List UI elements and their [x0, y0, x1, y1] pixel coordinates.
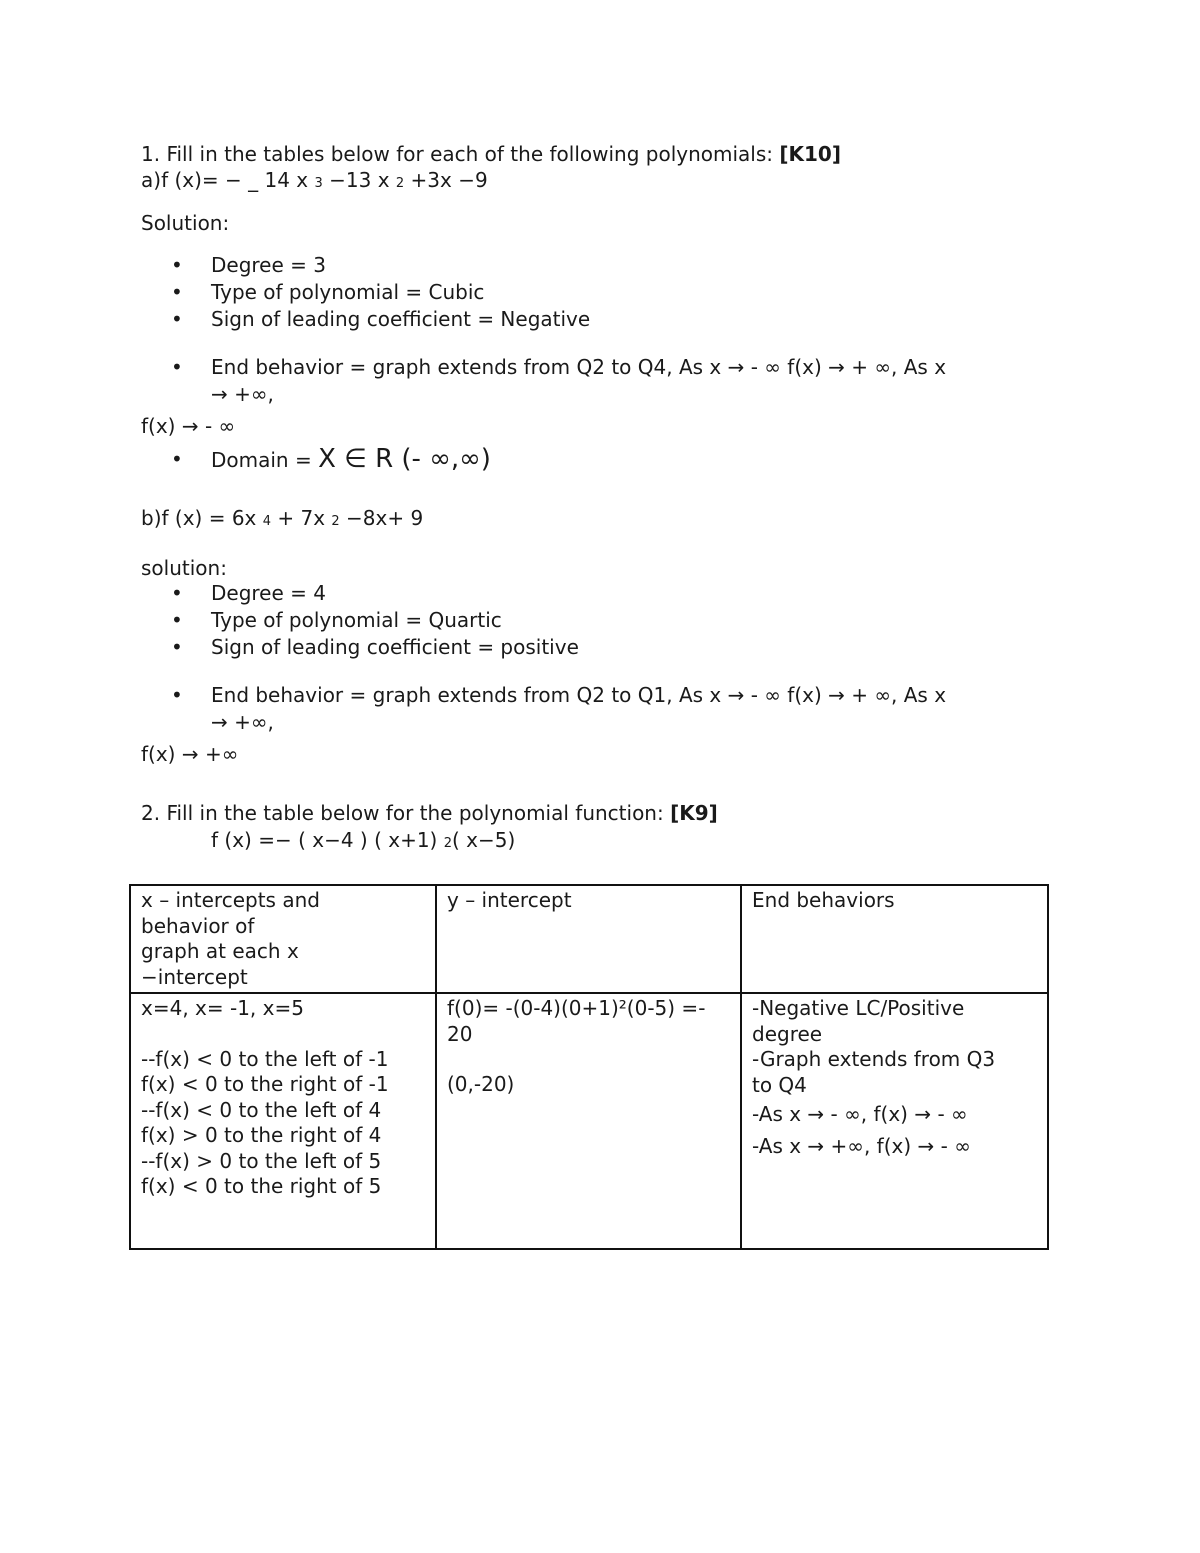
- part-a-exp2: 2: [395, 176, 405, 191]
- part-b-degree: • Degree = 4: [141, 580, 579, 607]
- end-behavior-line: -Negative LC/Positive: [752, 996, 965, 1020]
- question-2-mark: [K9]: [670, 801, 718, 825]
- behavior-line: f(x) > 0 to the right of 4: [141, 1123, 382, 1147]
- question-2-prompt: [141, 800, 718, 826]
- part-b-solution-label: solution:: [141, 556, 227, 580]
- part-a-type: • Type of polynomial = Cubic: [141, 279, 590, 306]
- part-a-end-line3: f(x) → - ∞: [141, 414, 236, 438]
- part-a-sign: • Sign of leading coefficient = Negative: [141, 306, 590, 333]
- part-a-end-line2: → +∞,: [211, 382, 274, 406]
- q2-tail: ( x−5): [452, 828, 516, 852]
- q2-exp: 2: [443, 836, 452, 851]
- part-b-end-list: [141, 682, 946, 709]
- end-behavior-line: degree: [752, 1021, 823, 1046]
- behavior-line: f(x) < 0 to the right of 5: [141, 1174, 382, 1198]
- question-2-function: [211, 827, 515, 857]
- question-2-text: 2. Fill in the table below for the polynomial function:: [141, 801, 664, 825]
- domain-value: X ∈ R (- ∞,∞): [318, 444, 491, 474]
- header-x-line2: behavior of: [141, 913, 255, 938]
- part-b-end-line1: End behavior = graph extends from Q2 to Q1, As x → - ∞ f(x) → + ∞, As x: [211, 683, 947, 707]
- polynomial-table: [129, 884, 1049, 1250]
- header-x-intercepts: [130, 885, 436, 993]
- question-1-prompt: [141, 141, 841, 167]
- end-behavior-line: -Graph extends from Q3: [752, 1047, 996, 1071]
- part-b-mid: + 7x: [271, 506, 332, 530]
- part-a-function: [141, 167, 488, 197]
- cell-y-intercept: [436, 993, 741, 1249]
- y-intercept-calc-cont: 20: [447, 1021, 473, 1046]
- part-b-type: • Type of polynomial = Quartic: [141, 607, 579, 634]
- part-a-fx: f (x)= − _ 14 x: [161, 168, 315, 192]
- part-a-degree: • Degree = 3: [141, 252, 590, 279]
- question-1-mark: [K10]: [779, 142, 841, 166]
- behavior-line: --f(x) > 0 to the left of 5: [141, 1148, 382, 1173]
- part-b-list: [141, 580, 579, 661]
- q2-fx: f (x) =− ( x−4 ) ( x+1): [211, 828, 444, 852]
- part-a-end-list: [141, 354, 946, 381]
- part-a-domain-list: [141, 446, 491, 474]
- part-b-sign: • Sign of leading coefficient = positive: [141, 634, 579, 661]
- part-a-mid: −13 x: [322, 168, 396, 192]
- header-x-line3: graph at each x: [141, 939, 299, 963]
- x-intercepts-values: x=4, x= -1, x=5: [141, 996, 304, 1020]
- part-b-exp2: 2: [331, 514, 340, 529]
- header-end-behaviors: End behaviors: [741, 885, 1048, 993]
- part-a-label: a): [141, 168, 162, 192]
- header-x-line4: −intercept: [141, 964, 248, 989]
- part-b-end-behavior: [141, 682, 946, 709]
- end-behavior-line: -As x → - ∞, f(x) → - ∞: [752, 1102, 968, 1126]
- part-a-end-line1: End behavior = graph extends from Q2 to Q4, As x → - ∞ f(x) → + ∞, As x: [211, 355, 947, 379]
- question-1-text: 1. Fill in the tables below for each of the following polynomials:: [141, 142, 774, 166]
- end-behavior-line: -As x → +∞, f(x) → - ∞: [752, 1133, 971, 1158]
- table-row: [130, 993, 1048, 1249]
- part-b-tail: −8x+ 9: [339, 506, 424, 530]
- header-y-intercept: y – intercept: [436, 885, 741, 993]
- behavior-line: f(x) < 0 to the right of -1: [141, 1072, 389, 1096]
- part-b-function: [141, 505, 423, 535]
- part-b-label: b): [141, 506, 162, 530]
- part-b-exp1: 4: [262, 514, 272, 529]
- y-intercept-calc: f(0)= -(0-4)(0+1)²(0-5) =-: [447, 996, 706, 1020]
- behavior-line: --f(x) < 0 to the left of 4: [141, 1097, 382, 1122]
- part-a-tail: +3x −9: [404, 168, 488, 192]
- header-x-line1: x – intercepts and: [141, 888, 320, 912]
- part-a-end-behavior: [141, 354, 946, 381]
- part-a-exp1: 3: [314, 176, 323, 191]
- part-b-end-line2: → +∞,: [211, 710, 274, 734]
- table-header-row: [130, 885, 1048, 993]
- end-behavior-line: to Q4: [752, 1072, 807, 1097]
- part-b-end-line3: f(x) → +∞: [141, 742, 239, 766]
- part-a-list: [141, 252, 590, 333]
- y-intercept-point: (0,-20): [447, 1072, 515, 1096]
- cell-end-behaviors: [741, 993, 1048, 1249]
- part-a-solution-label: Solution:: [141, 211, 230, 235]
- cell-x-intercepts: [130, 993, 436, 1249]
- behavior-line: --f(x) < 0 to the left of -1: [141, 1046, 389, 1071]
- domain-label: Domain =: [211, 448, 319, 472]
- part-a-domain: [141, 446, 491, 474]
- part-b-fx: f (x) = 6x: [161, 506, 263, 530]
